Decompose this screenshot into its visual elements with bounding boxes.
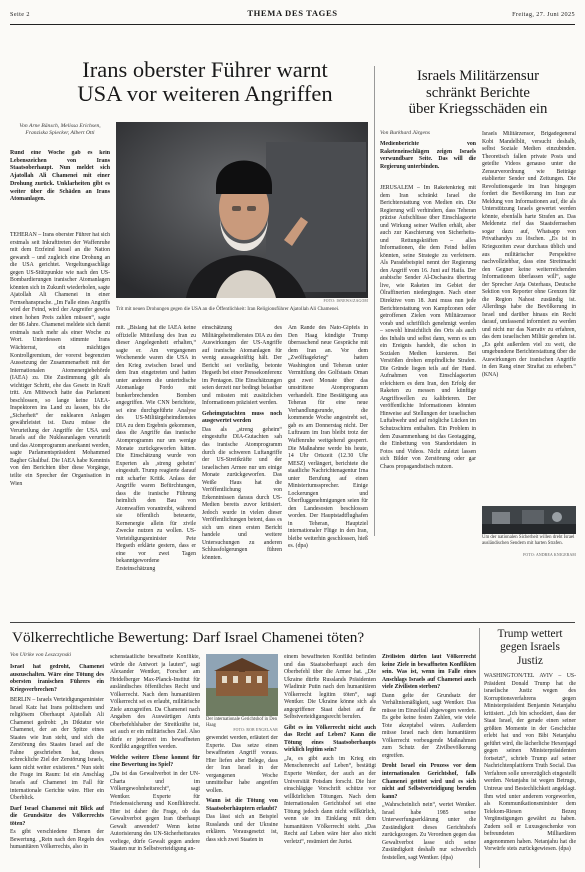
- right-col-1: JERUSALEM – Im Raketenkrieg mit dem Iran schränkt Israel die Berichterstattung von Medien ein. Die Regierung will verhindern, dass Teheran präzise Aufschlüsse über Einschlagsorte und Wirkung seiner Waffen erhält, aber auch zur Kaschierung von Sicherheits- und Rettungskräften – alles Informationen, die dem Feind helfen könnten, seine Strategie zu verfeinern. Als Paradebeispiel nennt der Regierung den Angriff vom 16. Juni auf Haifa. Der arabische Sender Al-Dschasira übertrug live, wie Raketen im Gebiet der Ölraffinerien niedergingen. Nach einer Direktive vom 18. Juni muss nun jede Berichterstattung von Kampfzonen oder getroffenen Zielen vom Militärzensor vorab und schriftlich genehmigt werden – sowohl hinsichtlich des Orts als auch des Inhalts und selbst dann, wenn es um ein Ereignis handelt, die schon in Sozialen Medien kursieren. Bei Verstößen drohen empfindliche Strafen. Die Gründe liegen teils auf der Hand. Aufnahmen von Einschlagsorten erleichtern es dem Iran, den Erfolg der Raketen zu messen und künftige Angriffswellen zu kalibrieren. Der veröffentlichte Informationen könnten Hinweise auf Stellungen der israelischen Luftabwehr und auf mögliche Lücken im Schutzschirm enthalten. Ein Problem in dem Zusammenhang ist das Geotagging, die Einbettung von Standortdaten in Fotos und Videos. Nicht zuletzt lassen sich Bilder von Zerstörung oder gar Chaos propagandistisch nutzen.: [380, 185, 476, 470]
- lower-byline: Von Ulrike von Leszczynski: [10, 652, 72, 658]
- lower-col-5-text: Dann gelte der Grundsatz der Verhältnismäßigkeit, sagt Wentker. Das müsse im Einzelfall abgewogen werden. Es gebe keine festen Zahlen, wie viele Tote akzeptabel wären. Außerdem müsse Israel nach dem humanitären Völkerrecht vorbeugende Maßnahmen zum Schutz der Zivilbevölkerung ergreifen.: [382, 692, 476, 759]
- lower-headline: Völkerrechtliche Bewertung: Darf Israel Chamenei töten?: [12, 629, 365, 646]
- lower-col-3-text: gewendet werden, erläutert der Experte. Das setze einen bewaffneten Angriff voraus. Hier liefen aber Belege, dass der Iran Israel in der vergangenen Woche unmittelbar habe angreifen wollen.: [206, 735, 278, 794]
- lower-photo-credit: FOTO: ROB ENGELAAR: [233, 728, 278, 732]
- lower-col-2-text-b: „Da ist das Gewaltverbot in der UN-Charta und im Völkergewohnheitsrecht“, sagt Wentker. Experte für Friedenssicherung und Konfliktrecht. Hier ist daher die Frage, ob das Gewaltverbot gegen Iran überhaupt Gewalt anwendet? Wenn keine Autorisierung des UN-Sicherheitsrates vorliege, dürfe Gewalt gegen andere Staaten nur in Selbstverteidigung an-: [110, 770, 200, 853]
- trump-headline-line-1: Trump wettert: [497, 628, 563, 640]
- column-divider: [374, 66, 375, 536]
- lower-col-5: [382, 654, 476, 868]
- header-rule: [10, 24, 575, 25]
- page-number: Seite 2: [10, 11, 30, 18]
- trump-headline: [483, 628, 577, 668]
- lower-col-2: [110, 654, 200, 868]
- right-headline-line-1: Israels Militärzensur: [416, 68, 540, 84]
- right-photo: [482, 506, 576, 534]
- lower-col-4-text-b: „Ja, es gibt auch im Krieg ein Menschenrecht auf Leben“, bestätigt Experte Wentker, der auch an der Universität Potsdam forscht. Die hier einschlägige Vorschrift schütze vor willkürlichen Tötungen. Nach dem Internationalen Gerichtshof sei eine Tötung jedoch dann nicht willkürlich, wenn sie im Einklang mit dem humanitären Völkerrecht steht. „Das Recht auf Leben wäre hier also nicht verletzt“, resümiert der Jurist.: [284, 755, 376, 845]
- broadcast-photo-illustration: [482, 506, 576, 534]
- right-col-2: Israels Militärzensor, Brigadegeneral Kobi Mandelblit, versucht deshalb, selbst Soziale Medien einzubinden. Theoretisch fallen private Posts und geteilte Videos genauso unter die Zensurverordnung wie Beiträge etablierter Sender und Zeitungen. Die Revolutionsgarde im Iran hingegen fordert die Bevölkerung im Iran zur Meldung von Informationen auf, die als Unterstützung Israels gewertet werden könnte, ebenfalls harte Strafen an. Das Meldenetz rief das Staatsfernsehen sogar dazu auf, Whatsapp von Privathandys zu löschen. „Es ist in Kriegszeiten zwar durchaus üblich und aus militärischer Perspektive nachvollziehbar, dass eine Streitmacht den Gegner keine weiterreichenden Informationen überlassen will“, sagte der Sprecher Anja Osterhaus, Deutsche Sektion von Reporter ohne Grenzen für die Region Nahost zuständig ist. Allerdings habe die Bevölkerung in Israel und darüber hinaus ein Recht darauf, umfassend informiert zu werden und nicht nur das Narrativ zu erfahren, das dem israelischen Militär genehm ist. „Es geht außerdem viel zu weit, die umgebundene Berichterstattung über die Auswirkungen der iranischen Angriffe in den Rang einer Straftat zu erheben.“ (KNA): [482, 131, 576, 378]
- lower-photo: [206, 654, 278, 716]
- right-headline: [378, 68, 578, 118]
- main-headline-line-1: Irans oberster Führer warnt: [82, 57, 328, 82]
- main-subheading: Geheimgutachten muss noch ausgewertet werden: [202, 410, 282, 425]
- lower-col-4: [284, 654, 376, 868]
- main-col-2: mit. „Bislang hat die IAEA keine offizielle Mitteilung des Iran zu dieser Angelegenheit erhalten,“ sagte er. Am vergangenen Wochenende waren die USA in den Krieg zwischen Israel und dem Iran eingetreten und hatten unter anderem die unterirdische Atomanlage Fordo mit bunkerbrechenden Bomben angegriffen. Wie CNN berichtete, sei eine durchgeführte Analyse des US-Militärgeheimdienstes DIA zu dem Ergebnis gekommen, dass die Angriffe das iranische Atomprogramm nur um wenige Monate zurückgeworfen hätten. Die Einschätzung wurde von Experten als ‚streng geheim‘ eingestuft. Trump reagierte darauf mit scharfer Kritik. Anlass der Angriffe waren Befürchtungen, dass die iranische Führung heimlich den Bau von Atomwaffen vorantreibt, während sie öffentlich beteuerte, Kernenergie allein für zivile Zwecke nutzen zu wollen. US-Verteidigungsminister Pete Hegseth erklärte gestern, dass er eine vor zwei Tagen bekanntgewordene Ersteinschätzung: [116, 325, 196, 572]
- section-title: THEMA DES TAGES: [247, 8, 338, 18]
- right-photo-caption: Um der nationalen Sicherheit willen dreht Israel ausländischen Sendern mit harten Strafen.: [482, 535, 575, 546]
- main-headline: [60, 58, 350, 105]
- lower-lead: Israel hat gedroht, Chamenei auszuschalten. Wäre eine Tötung des obersten iranischen Führers ein Kriegsverbrechen?: [10, 664, 104, 693]
- lower-subheading-3: Wann ist die Tötung von Staatsoberhäuptern erlaubt?: [206, 798, 278, 812]
- main-col-3-text: einschätzung des Militärgeheimdienstes DIA zu den Auswirkungen der US-Angriffe auf iranische Atomanlagen für wenig aussagekräftig hält. Der Bericht sei vorläufig, betonte Hegseth bei einer Pressekonferenz im Pentagon. Die Einschätzungen seien derzeit nur bedingt belastbar und müssten mit zusätzlichen Informationen präzisiert werden.: [202, 325, 282, 407]
- main-col-1: TEHERAN – Irans oberster Führer hat sich erstmals seit Inkrafttreten der Waffenruhe mit dem Erzfeind Israel an die Nation gewandt – und zugleich eine Drohung an die USA gerichtet. Vergeltungsschläge gegen US-Stützpunkte wie nach den US-Bombardierungen iranischer Atomanlagen könnten sich in Zukunft wiederholen, sagte Ajatollah Ali Chamenei in einer Fernsehansprache. „Im Falle eines Angriffs wird der Feind, wird der Angreifer gewiss einen hohen Preis zahlen müssen“, sagte der 86 Jahre. Chamenei meldete sich damit erstmals nach mehr als einer Woche zu Wort. Unterdessen stimmte Irans Wächterrat, ein mächtiges Kontrollgremium, der vorerst begrenzten Aussetzung der Zusammenarbeit mit der Internationalen Atomenergiebehörde (IAEA) zu. Die Zustimmung gilt als wichtiger Schritt, ehe das Gesetz in Kraft tritt. Am Mittwoch hatte das Parlament beschlossen, so lange keine IAEA-Inspektoren ins Land zu lassen, bis die „Sicherheit“ der nuklearen Anlagen gewährleistet ist. Dazu müsse die Verurteilung der Angriffe der USA und Israels auf die Nuklearanlagen verurteilt und das Atomprogramm anerkannt werden, sagte Parlamentspräsident Mohammed Bagher Ghalibaf. Die IAEA habe Kenntnis von den Berichten über diese Vorgänge, teilte ein Sprecher der Organisation in Wien: [10, 232, 110, 487]
- column-divider-lower: [479, 628, 480, 868]
- lower-subheading-4: Gibt es im Völkerrecht nicht auch das Recht auf Leben? Kann die Tötung eines Staatsoberhaupts wirklich legitim sein?: [284, 724, 376, 754]
- trump-headline-line-2: gegen Israels: [500, 641, 560, 654]
- right-headline-line-2: schränkt Berichte: [426, 84, 530, 101]
- main-col-3: [202, 325, 282, 617]
- lower-subheading-5: Zivilisten dürfen laut Völkerrecht keine Ziele in bewaffneten Konflikten sein. Was ist, wenn im Falle eines Anschlags Israels auf Chamenei auch viele Zivilisten sterben?: [382, 654, 476, 691]
- section-rule: [10, 622, 575, 623]
- main-lead: Rund eine Woche gab es kein Lebenszeichen von Irans Staatsoberhaupt. Nun meldet sich Ajatollah Ali Chamenei mit einer Drohung zurück. Unklarheiten gibt es weiter über die Schäden an Irans Atomanlagen.: [10, 150, 110, 203]
- right-headline-line-3: über Kriegsschäden ein: [408, 101, 548, 118]
- issue-date: Freitag, 27. Juni 2025: [512, 11, 575, 18]
- lower-col-3-text-b: Das lässt sich an Beispiel Russlands und der Ukraine erklären. Vorausgesetzt ist, dass sich zwei Staaten in: [206, 814, 278, 843]
- lower-col-1-text-b: Es gibt verschiedene Ebenen der Bewertung. „Rein nach den Regeln des humanitären Völkerrechts, also in: [10, 829, 104, 851]
- main-photo-caption: Trit mit neuen Drohungen gegen die USA an die Öffentlichkeit: Iran Religionsführer Ajatollah Ali Chamenei.: [116, 306, 340, 312]
- lower-col-1: [10, 664, 104, 868]
- lower-subheading-6: Droht Israel ein Prozess vor dem internationalen Gerichtshof, falls Chamenei getötet wird und es sich nicht auf Selbstverteidigung berufen kann?: [382, 763, 476, 800]
- right-byline: Von Burkhard Jürgens: [380, 130, 430, 136]
- running-head: [10, 8, 575, 22]
- trump-body: WASHINGTON/TEL AVIV – US-Präsident Donald Trump hat die israelische Justiz wegen des Korruptionsverfahrens gegen Ministerpräsident Benjamin Netanjahu kritisiert. „Ich bin schockiert, dass der Staat Israel, der gerade einen seiner größten Momente in der Geschichte erlebt hat und von Bibi Netanjahu geführt wird, die lächerliche Hexenjagd gegen seinen Ministerpräsidenten fortsetzt“, schrieb Trump auf seiner Nachrichtenplattform Truth Social. Das Verfahren solle unverzüglich eingestellt werden. Netanjahu ist wegen Betrugs, Untreue und Bestechlichkeit angeklagt. Ihm wird unter anderem vorgeworfen, als Kommunikationsminister dem Telekom-Riesen Bezeq Vergünstigungen gewährt zu haben. Zudem soll er Luxusgeschenke von befreundeten Milliardären angenommen haben. Netanjahu hat die Vorwürfe stets zurückgewiesen. (dpa): [484, 673, 576, 853]
- main-col-4: Am Rande des Nato-Gipfels in Den Haag kündigte Trump überraschend neue Gespräche mit dem Iran an. Vor dem „Zwölftagekrieg“ hatten Washington und Teheran unter Vermittlung des Golfstaats Oman gut zwei Monate über das umstrittene Atomprogramm verhandelt. Eine Bestätigung aus Teheran für eine neue Verhandlungsrunde, die kommende Woche angestrebt sei, gab es am Donnerstag nicht. Der Luftraum im Iran bleibt trotz der Waffenruhe weitgehend gesperrt. Die Maßnahme werde bis heute, 14 Uhr Ortszeit (12.30 Uhr MESZ) verlängert, berichtete die staatliche Nachrichtenagentur Irna unter Berufung auf einen Ministeriumssprecher. Einige Lockerungen und Überfluggenehmigungen seien für den Landesosten beschlossen worden. Der Hauptstadtflughafen in Teheran, Hauptziel internationaler Flüge in den Iran, bleibe weiterhin geschlossen, hieß es. (dpa): [288, 325, 368, 550]
- main-photo-credit: FOTO: ISNEWS/ZAGOM: [323, 299, 368, 303]
- lower-photo-caption: Der internationale Gerichtshof in Den Haag: [206, 717, 278, 728]
- main-headline-line-2: USA vor weiteren Angriffen: [77, 80, 333, 106]
- lower-col-5-text-b: „Wahrscheinlich nein“, wertet Wentker. Israel habe 1985 seine Unterwerfungserklärung unter die Zuständigkeit dieses Gerichtshofs zurückgezogen. Zu Verordnen gegen das Gewaltverbot lasse sich seine Zuständigkeit deshalb nur schwerlich feststellen, sagt Wentker. (dpa): [382, 802, 476, 861]
- lower-col-3: [206, 735, 278, 868]
- lower-subheading-2: Welche weitere Ebene kommt für eine Bewertung ins Spiel?: [110, 754, 200, 769]
- court-photo-illustration: [206, 654, 278, 716]
- lower-subheading-1: Darf Israel Chamenei mit Blick auf die Grundsätze des Völkerrechts töten?: [10, 805, 104, 827]
- main-col-3-text-b: Das als „streng geheim“ eingestufte DIA-Gutachten sah das iranische Atomprogramm durch die schweren Luftangriffe der US-Streitkräfte und der israelischen Armee nur um einige Monate zurückgeworfen. Das Weiße Haus hat die Veröffentlichung von Erkenntnissen daraus durch US-Medien bereits zuvor kritisiert. Jedoch wurde in vielen dieser Veröffentlichungen betont, dass es sich um einen ersten Bericht handele und weitere Untersuchungen zu anderen Schlussfolgerungen führen könnten.: [202, 426, 282, 561]
- main-photo: [116, 122, 368, 298]
- right-lead: Medienberichte von Raketeneinschlägen zeigen Israels verwundbare Seite. Das will die Regierung unterbinden.: [380, 141, 476, 170]
- main-byline: Von Arne Bänsch, Melissa Erichsen, Franziska Spiecker, Albert Otti: [19, 123, 101, 136]
- lower-col-1-text: BERLIN – Israels Verteidigungsminister Israel Katz hat Irans politischem und religiösem Oberhaupt Ajatollah Ali Chamenei gedroht: „In Diktatur wie Chamenei, der an der Spitze eines Staates wie Iran steht, und sich die Zerstörung des Staates Israel auf die Fahne geschrieben hat, dieses schreckliche Ziel der Zerstörung Israels, kann nicht weiter existieren.“ Nun steht die Frage im Raum: Ist ein Anschlag Israels auf Chamenei im Fall für internationale Gerichte wäre. Hier ein Überblick.: [10, 697, 104, 802]
- lower-col-4-text: einem bewaffneten Konflikt befinden und das Staatsoberhaupt auch den Oberbefehl über die Armee hat. „Die Ukraine dürfte Russlands Präsidenten Wladimir Putin nach den humanitären Völkerrecht legitim töten“, sagt Wentker. Die Ukraine könne sich als angegriffener Staat dabei auf ihr Selbstverteidigungsrecht berufen.: [284, 654, 376, 721]
- lower-col-2-text: schenstaatliche bewaffnete Konflikte, würde die Antwort ja lauten“, sagt Alexander Wentker, Forscher am Heidelberger Max-Planck-Institut für ausländisches öffentliches Recht und Völkerrecht. Nach dem humanitären Völkerrecht sei es erlaubt, militärische Ziele anzugreifen. Da Chamenei nach Angaben des Auswärtigen Amts Oberbefehlshaber der Streitkräfte ist, sei auch er ein militärisches Ziel. Also dürfe er jederzeit im bewaffneten Konflikt angegriffen werden.: [110, 654, 200, 751]
- trump-headline-line-3: Justiz: [517, 654, 543, 667]
- khamenei-photo-illustration: [116, 122, 368, 298]
- right-photo-credit: FOTO: ANDREA KNIGERAM: [523, 553, 576, 557]
